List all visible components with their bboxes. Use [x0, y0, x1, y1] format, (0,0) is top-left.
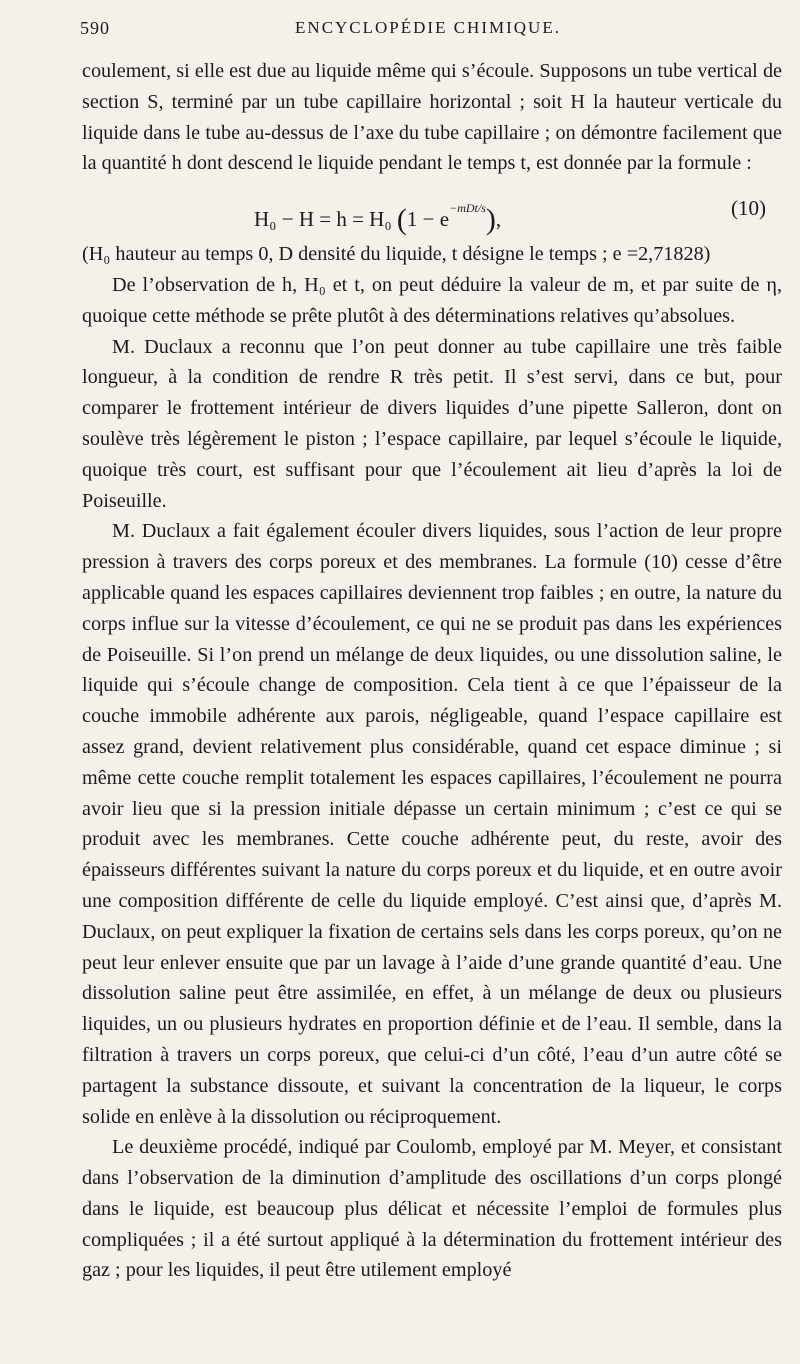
body-text [82, 56, 782, 1286]
paragraph-3: De l’observation de h, H₀ et t, on peut déduire la valeur de m, et par suite de η, quoique cette méthode se prête plutôt à des déterminations relatives qu’absolues. [82, 273, 782, 327]
paragraph-4: M. Duclaux a reconnu que l’on peut donner au tube capillaire une très faible longueur, à la condition de rendre R très petit. Il s’est servi, dans ce but, pour comparer le frottement intérieur de divers liquides d’une pipette Salleron, dont on soulève très légèrement le piston ; l’espace capillaire, par lequel s’écoule le liquide, quoique très court, est suffisant pour que l’écoulement ait lieu d’après la loi de Poiseuille. [82, 335, 782, 512]
formula-left: H₀ − H = h = H₀ [254, 207, 392, 232]
paragraph-5: M. Duclaux a fait également écouler divers liquides, sous l’action de leur propre pression à travers des corps poreux et des membranes. La formule (10) cesse d’être applicable quand les espaces capillaires deviennent trop faibles ; en outre, la nature du corps influe sur la vitesse d’écoulement, ce qui ne se produit pas dans les expériences de Poiseuille. Si l’on prend un mélange de deux liquides, ou une dissolution saline, le liquide qui s’écoule change de composition. Cela tient à ce que l’épaisseur de la couche immobile adhérente aux parois, négligeable, quand l’espace capillaire est assez grand, devient relativement plus considérable, quand cet espace diminue ; si même cette couche remplit totalement les espaces capillaires, l’écoulement ne pourra avoir lieu que si la pression initiale dépasse un certain minimum ; c’est ce qui se produit avec les membranes. Cette couche adhérente peut, du reste, avoir des épaisseurs différentes suivant la nature du corps poreux et du liquide, et en outre avoir une composition différente de celle du liquide employé. C’est ainsi que, d’après M. Duclaux, on peut expliquer la fixation de certains sels dans les corps poreux, qu’on ne peut leur enlever ensuite que par un lavage à l’aide d’une grande quantité d’eau. Une dissolution saline peut être assimilée, en effet, à un mélange de deux ou plusieurs liquides, un ou plusieurs hydrates en proportion définie et de l’eau. Il semble, dans la filtration à travers un corps poreux, que celui-ci d’un côté, l’eau d’un autre côté se partagent la substance dissoute, et suivant la concentration de la liqueur, le corps solide en enlève à la dissolution ou réciproquement. [82, 520, 782, 1128]
formula-close-paren: ) [485, 203, 496, 237]
formula-open-paren: ( [396, 203, 407, 237]
running-title: ENCYCLOPÉDIE CHIMIQUE. [295, 18, 561, 37]
formula-number: (10) [731, 196, 766, 221]
formula-exponent: −mDt/s [449, 201, 486, 216]
paragraph-6: Le deuxième procédé, indiqué par Coulomb, employé par M. Meyer, et consistant dans l’observation de la diminution d’amplitude des oscillations d’un corps plongé dans le liquide, est beaucoup plus délicat et nécessite l’emploi de formules plus compliquées ; il a été surtout appliqué à la détermination du frottement intérieur des gaz ; pour les liquides, il peut être utilement employé [82, 1136, 782, 1282]
formula-inner: 1 − e [406, 207, 450, 232]
formula-tail: , [495, 207, 502, 232]
formula-expression [254, 193, 501, 236]
page-number: 590 [80, 18, 110, 38]
formula-10 [82, 179, 782, 239]
page-header [80, 18, 776, 42]
paragraph-2: (H₀ hauteur au temps 0, D densité du liquide, t désigne le temps ; e =2,71828) [82, 243, 711, 266]
paragraph-1: coulement, si elle est due au liquide même qui s’écoule. Supposons un tube vertical de section S, terminé par un tube capillaire horizontal ; soit H la hauteur verticale du liquide dans le tube au-dessus de l’axe du tube capillaire ; on démontre facilement que la quantité h dont descend le liquide pendant le temps t, est donnée par la formule : [82, 60, 782, 175]
